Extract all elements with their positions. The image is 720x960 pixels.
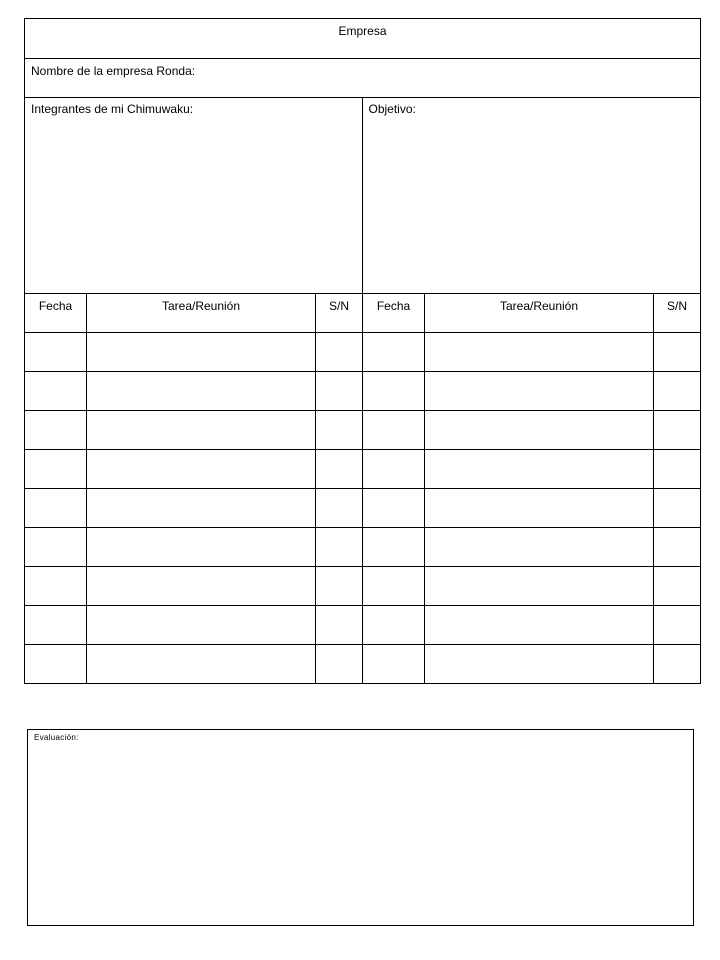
- members-field[interactable]: Integrantes de mi Chimuwaku:: [25, 98, 363, 294]
- table-row: [25, 333, 701, 372]
- table-row: [25, 606, 701, 645]
- cell-sn-right[interactable]: [654, 411, 701, 450]
- cell-fecha-right[interactable]: [363, 372, 425, 411]
- column-header-tarea-right: Tarea/Reunión: [425, 294, 654, 333]
- cell-sn-right[interactable]: [654, 645, 701, 684]
- cell-sn-right[interactable]: [654, 450, 701, 489]
- members-objective-row: [25, 98, 701, 294]
- cell-tarea-right[interactable]: [425, 411, 654, 450]
- cell-fecha-right[interactable]: [363, 528, 425, 567]
- task-grid-body: [25, 333, 701, 684]
- title-row: [25, 19, 701, 59]
- column-header-sn-right: S/N: [654, 294, 701, 333]
- evaluation-box[interactable]: [27, 729, 694, 926]
- cell-tarea-left[interactable]: [87, 411, 316, 450]
- cell-tarea-left[interactable]: [87, 372, 316, 411]
- cell-fecha-left[interactable]: [25, 411, 87, 450]
- cell-sn-left[interactable]: [316, 528, 363, 567]
- cell-fecha-left[interactable]: [25, 567, 87, 606]
- table-row: [25, 411, 701, 450]
- table-row: [25, 450, 701, 489]
- cell-tarea-right[interactable]: [425, 372, 654, 411]
- cell-sn-left[interactable]: [316, 411, 363, 450]
- table-row: [25, 528, 701, 567]
- cell-fecha-left[interactable]: [25, 372, 87, 411]
- cell-sn-left[interactable]: [316, 567, 363, 606]
- cell-fecha-left[interactable]: [25, 528, 87, 567]
- table-row: [25, 567, 701, 606]
- cell-fecha-right[interactable]: [363, 567, 425, 606]
- cell-tarea-left[interactable]: [87, 645, 316, 684]
- cell-tarea-left[interactable]: [87, 450, 316, 489]
- cell-tarea-right[interactable]: [425, 645, 654, 684]
- cell-tarea-left[interactable]: [87, 489, 316, 528]
- cell-sn-right[interactable]: [654, 567, 701, 606]
- cell-sn-right[interactable]: [654, 372, 701, 411]
- cell-fecha-right[interactable]: [363, 450, 425, 489]
- objective-field[interactable]: Objetivo:: [363, 98, 702, 294]
- cell-tarea-left[interactable]: [87, 606, 316, 645]
- cell-fecha-right[interactable]: [363, 606, 425, 645]
- cell-fecha-left[interactable]: [25, 489, 87, 528]
- cell-tarea-right[interactable]: [425, 567, 654, 606]
- company-name-field[interactable]: Nombre de la empresa Ronda:: [25, 59, 701, 98]
- cell-sn-left[interactable]: [316, 372, 363, 411]
- table-row: [25, 372, 701, 411]
- cell-sn-right[interactable]: [654, 489, 701, 528]
- table-row: [25, 645, 701, 684]
- cell-tarea-right[interactable]: [425, 606, 654, 645]
- cell-fecha-left[interactable]: [25, 606, 87, 645]
- evaluation-label: Evaluación:: [34, 733, 79, 742]
- column-header-fecha-right: Fecha: [363, 294, 425, 333]
- task-form-table: [24, 18, 701, 684]
- cell-tarea-right[interactable]: [425, 528, 654, 567]
- cell-fecha-right[interactable]: [363, 489, 425, 528]
- cell-tarea-left[interactable]: [87, 528, 316, 567]
- column-header-tarea-left: Tarea/Reunión: [87, 294, 316, 333]
- column-header-row: [25, 294, 701, 333]
- cell-sn-left[interactable]: [316, 606, 363, 645]
- column-header-fecha-left: Fecha: [25, 294, 87, 333]
- cell-tarea-right[interactable]: [425, 333, 654, 372]
- form-title: Empresa: [25, 19, 701, 59]
- cell-tarea-right[interactable]: [425, 489, 654, 528]
- table-row: [25, 489, 701, 528]
- cell-fecha-right[interactable]: [363, 645, 425, 684]
- cell-sn-left[interactable]: [316, 645, 363, 684]
- cell-sn-left[interactable]: [316, 489, 363, 528]
- cell-fecha-left[interactable]: [25, 645, 87, 684]
- cell-sn-right[interactable]: [654, 333, 701, 372]
- cell-sn-right[interactable]: [654, 528, 701, 567]
- cell-tarea-left[interactable]: [87, 567, 316, 606]
- cell-tarea-right[interactable]: [425, 450, 654, 489]
- cell-fecha-left[interactable]: [25, 333, 87, 372]
- company-name-row: [25, 59, 701, 98]
- cell-tarea-left[interactable]: [87, 333, 316, 372]
- cell-fecha-right[interactable]: [363, 333, 425, 372]
- cell-sn-left[interactable]: [316, 333, 363, 372]
- cell-sn-left[interactable]: [316, 450, 363, 489]
- column-header-sn-left: S/N: [316, 294, 363, 333]
- cell-fecha-right[interactable]: [363, 411, 425, 450]
- cell-fecha-left[interactable]: [25, 450, 87, 489]
- cell-sn-right[interactable]: [654, 606, 701, 645]
